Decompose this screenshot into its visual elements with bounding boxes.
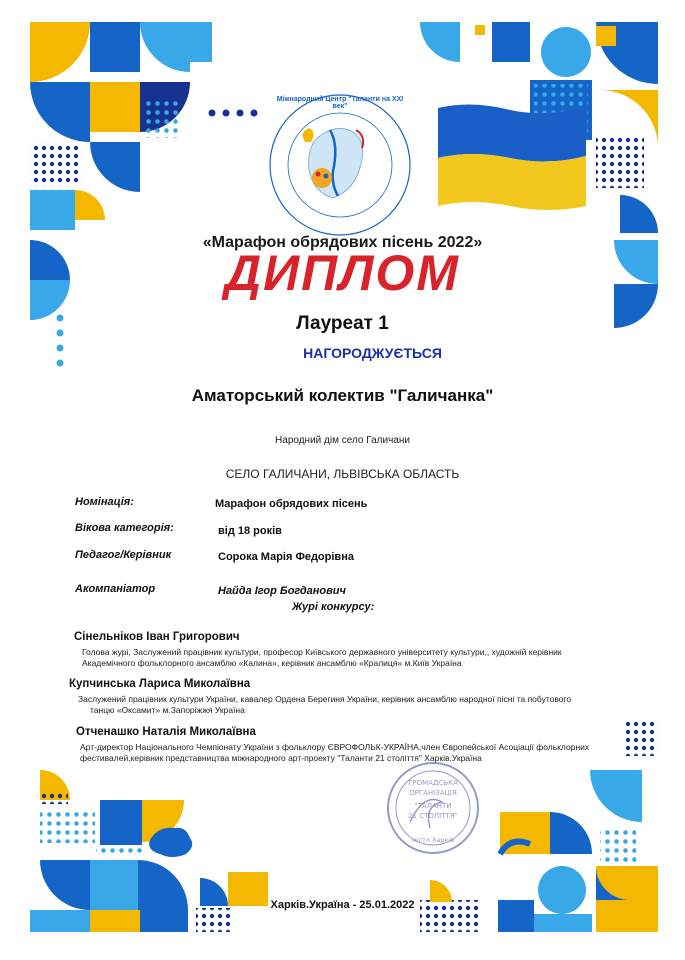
jury-desc-line: фестивалей,керівник представництва міжнародного арт-проекту "Таланти 21 століття" Харків.Україна xyxy=(80,753,482,763)
laureate-title: Лауреат 1 xyxy=(296,313,389,334)
jury-desc-line: Академічного фольклорного ансамблю «Калина», керівник ансамблю «Кралиця» м.Київ Україна xyxy=(82,658,462,668)
awarded-label: НАГОРОДЖУЄТЬСЯ xyxy=(303,345,442,361)
jury-desc-line: танцю «Оксамит» м.Запоріжжя Україна xyxy=(90,705,245,715)
jury-member-name: Сінельніков Іван Григорович xyxy=(74,631,240,643)
detail-label-accompanist: Акомпаніатор xyxy=(75,583,156,595)
footer-place-date: Харків.Україна - 25.01.2022 xyxy=(270,899,415,911)
jury-desc-line: Заслужений працівник культури України, кавалер Ордена Берегиня України, керівник ансамблю народної пісні та побутового xyxy=(78,694,572,704)
stamp-seal xyxy=(388,763,478,853)
detail-value-nomination: Марафон обрядових пісень xyxy=(215,498,368,510)
detail-label-nomination: Номінація: xyxy=(75,496,134,508)
recipient-name: Аматорський колектив "Галичанка" xyxy=(191,386,494,405)
detail-label-teacher: Педагог/Керівник xyxy=(75,549,172,561)
jury-desc-line: Арт-директор Національного Чемпіонату України з фольклору ЄВРОФОЛЬК-УКРАЇНА,член Європейської Асоціації фольклорних xyxy=(80,742,590,752)
event-title: «Марафон обрядових пісень 2022» xyxy=(202,234,483,251)
jury-heading: Журі конкурсу: xyxy=(292,601,375,613)
jury-member-desc xyxy=(78,694,638,716)
jury-member-desc xyxy=(82,647,642,669)
logo-emblem xyxy=(270,95,410,235)
stamp-text-2: ОРГАНІЗАЦІЯ xyxy=(409,789,457,797)
detail-value-accompanist: Найда Ігор Богданович xyxy=(218,585,346,597)
stamp-text-1: ГРОМАДСЬКА xyxy=(408,779,458,787)
jury-member-desc xyxy=(80,742,640,764)
jury-member-name: Отченашко Наталія Миколаївна xyxy=(76,726,256,738)
diploma-heading: ДИПЛОМ xyxy=(225,245,460,301)
logo-ring-top-text: Міжнародний Центр "Таланти на XXI век" xyxy=(276,96,404,110)
stamp-text-3: "ТАЛАНТИ xyxy=(414,802,452,810)
detail-value-teacher: Сорока Марія Федорівна xyxy=(218,551,354,563)
jury-desc-line: Голова журі, Заслужений працівник культури, професор Київського державного університету культури,, художній керівник xyxy=(82,647,562,657)
ukraine-flag xyxy=(438,104,586,210)
detail-label-age: Вікова категорія: xyxy=(75,522,174,534)
jury-member-name: Купчинська Лариса Миколаївна xyxy=(69,678,251,690)
stamp-text-5: місто Харків xyxy=(411,836,455,844)
detail-value-age: від 18 років xyxy=(218,525,282,537)
stamp-text-4: 21 СТОЛІТТЯ" xyxy=(408,812,458,820)
location-text: СЕЛО ГАЛИЧАНИ, ЛЬВІВСЬКА ОБЛАСТЬ xyxy=(225,467,460,481)
organization-name: Народний дім село Галичани xyxy=(275,435,410,446)
